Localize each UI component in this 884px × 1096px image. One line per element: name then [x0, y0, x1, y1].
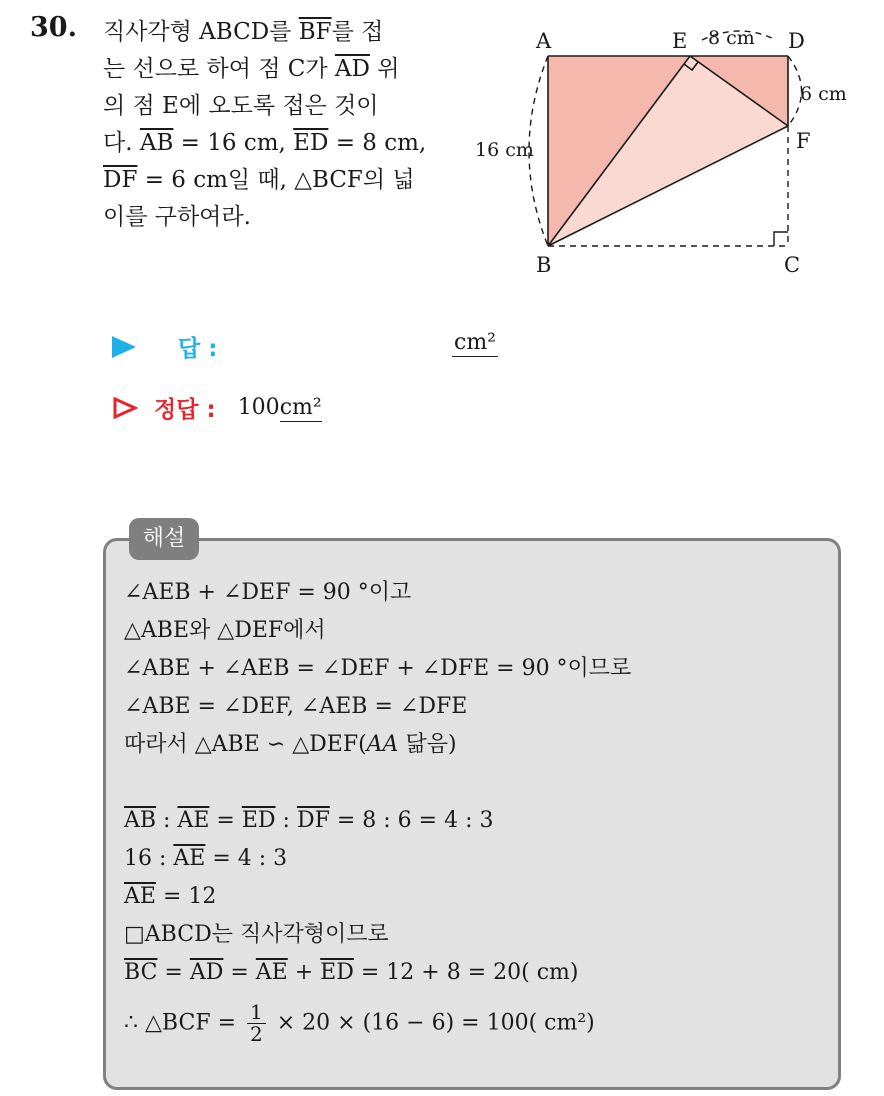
problem-line — [103, 51, 448, 88]
problem-line — [103, 125, 448, 162]
segment-notation: $\overline{AD}$ — [189, 960, 224, 985]
label-b: B — [536, 253, 552, 277]
label-ed-length: 8 cm — [708, 27, 755, 49]
text-run: ∠AEB + ∠DEF = 90 °이고 — [124, 580, 412, 605]
segment-notation: $\overline{BF}$ — [298, 19, 332, 45]
solution-line — [124, 650, 824, 688]
fraction-denominator: 2 — [250, 1022, 263, 1046]
segment-notation: $\overline{ED}$ — [320, 960, 354, 985]
segment-notation: $\overline{ED}$ — [293, 130, 329, 156]
segment-notation: $\overline{AD}$ — [334, 56, 370, 82]
solution-lines — [124, 574, 824, 1046]
solution-line — [124, 688, 824, 726]
label-e: E — [672, 29, 688, 53]
text-run: 위 — [369, 56, 400, 82]
answer-label: 답 : — [178, 336, 218, 362]
solution-line — [124, 574, 824, 612]
answer-row — [112, 330, 497, 366]
solution-line — [124, 802, 824, 840]
text-run: 16 : — [124, 846, 174, 871]
correct-answer-row — [112, 391, 322, 427]
text-run: = 12 + 8 = 20( cm) — [353, 960, 579, 985]
text-run: = — [223, 960, 256, 985]
segment-notation: $\overline{AB}$ — [139, 130, 174, 156]
text-run: = 8 cm, — [328, 130, 427, 156]
solution-line — [124, 878, 824, 916]
text-run: = 4 : 3 — [205, 846, 288, 871]
segment-notation: $\overline{AB}$ — [124, 808, 157, 833]
text-run: = — [157, 960, 190, 985]
text-run: : — [275, 808, 297, 833]
segment-notation: $\overline{DF}$ — [296, 808, 330, 833]
text-run: 다. — [103, 130, 140, 156]
final-prefix: ∴ △BCF = — [124, 1010, 244, 1036]
label-c: C — [784, 253, 801, 277]
text-run: 는 선으로 하여 점 C가 — [103, 56, 335, 82]
folded-rectangle-figure — [470, 20, 870, 282]
solution-line — [124, 612, 824, 650]
segment-notation: $\overline{ED}$ — [241, 808, 276, 833]
right-angle-mark-c — [774, 232, 788, 246]
segment-notation: $\overline{AE}$ — [124, 884, 156, 909]
text-run: = 8 : 6 = 4 : 3 — [329, 808, 494, 833]
problem-line — [103, 199, 448, 236]
label-a: A — [536, 29, 552, 53]
answer-input-blank[interactable]: cm² — [454, 330, 497, 355]
blank-line — [124, 764, 824, 802]
label-df-length: 6 cm — [800, 83, 847, 105]
text-run: 를 접 — [331, 19, 384, 45]
text-run: = — [209, 808, 242, 833]
problem-line — [103, 14, 448, 51]
segment-notation: $\overline{BC}$ — [124, 960, 158, 985]
solution-line — [124, 840, 824, 878]
text-run: ∠ABE = ∠DEF, ∠AEB = ∠DFE — [124, 694, 468, 719]
label-d: D — [788, 29, 805, 53]
text-run: = 16 cm, — [173, 130, 294, 156]
solution-line — [124, 916, 824, 954]
segment-notation: $\overline{DF}$ — [103, 167, 138, 193]
fraction — [247, 1002, 266, 1045]
text-run: = 6 cm일 때, △BCF의 넓 — [137, 167, 415, 193]
problem-line — [103, 88, 448, 125]
correct-answer-value: 100cm² — [237, 395, 322, 420]
fraction-numerator: 1 — [247, 1002, 266, 1024]
label-ab-length: 16 cm — [475, 139, 534, 161]
segment-notation: $\overline{AE}$ — [255, 960, 288, 985]
segment-notation: $\overline{AE}$ — [177, 808, 210, 833]
solution-line — [124, 726, 824, 764]
correct-answer-label: 정답 : — [154, 397, 216, 423]
problem-line — [103, 162, 448, 199]
text-run: △ABE와 △DEF에서 — [124, 618, 326, 643]
segment-notation: $\overline{AE}$ — [173, 846, 206, 871]
solution-tag: 해설 — [129, 518, 199, 560]
outline-triangle-icon — [112, 396, 138, 420]
text-run: 의 점 E에 오도록 접은 것이 — [103, 93, 379, 119]
problem-number: 30. — [30, 12, 77, 43]
text-run: 따라서 △ABE ∽ △DEF( — [124, 732, 367, 757]
text-run: 이를 구하여라. — [103, 204, 251, 230]
text-run: 직사각형 ABCD를 — [103, 19, 299, 45]
italic-text: AA — [366, 732, 399, 757]
filled-triangle-icon — [112, 336, 136, 358]
text-run: □ABCD는 직사각형이므로 — [124, 922, 389, 947]
solution-line — [124, 954, 824, 992]
label-f: F — [796, 129, 811, 153]
text-run: : — [156, 808, 178, 833]
text-run: 닮음) — [398, 732, 457, 757]
solution-final-line — [124, 1000, 824, 1046]
text-run: + — [287, 960, 321, 985]
problem-text — [103, 14, 448, 236]
text-run: = 12 — [155, 884, 217, 909]
final-suffix: × 20 × (16 − 6) = 100( cm²) — [269, 1010, 595, 1036]
text-run: ∠ABE + ∠AEB = ∠DEF + ∠DFE = 90 °이므로 — [124, 656, 632, 681]
